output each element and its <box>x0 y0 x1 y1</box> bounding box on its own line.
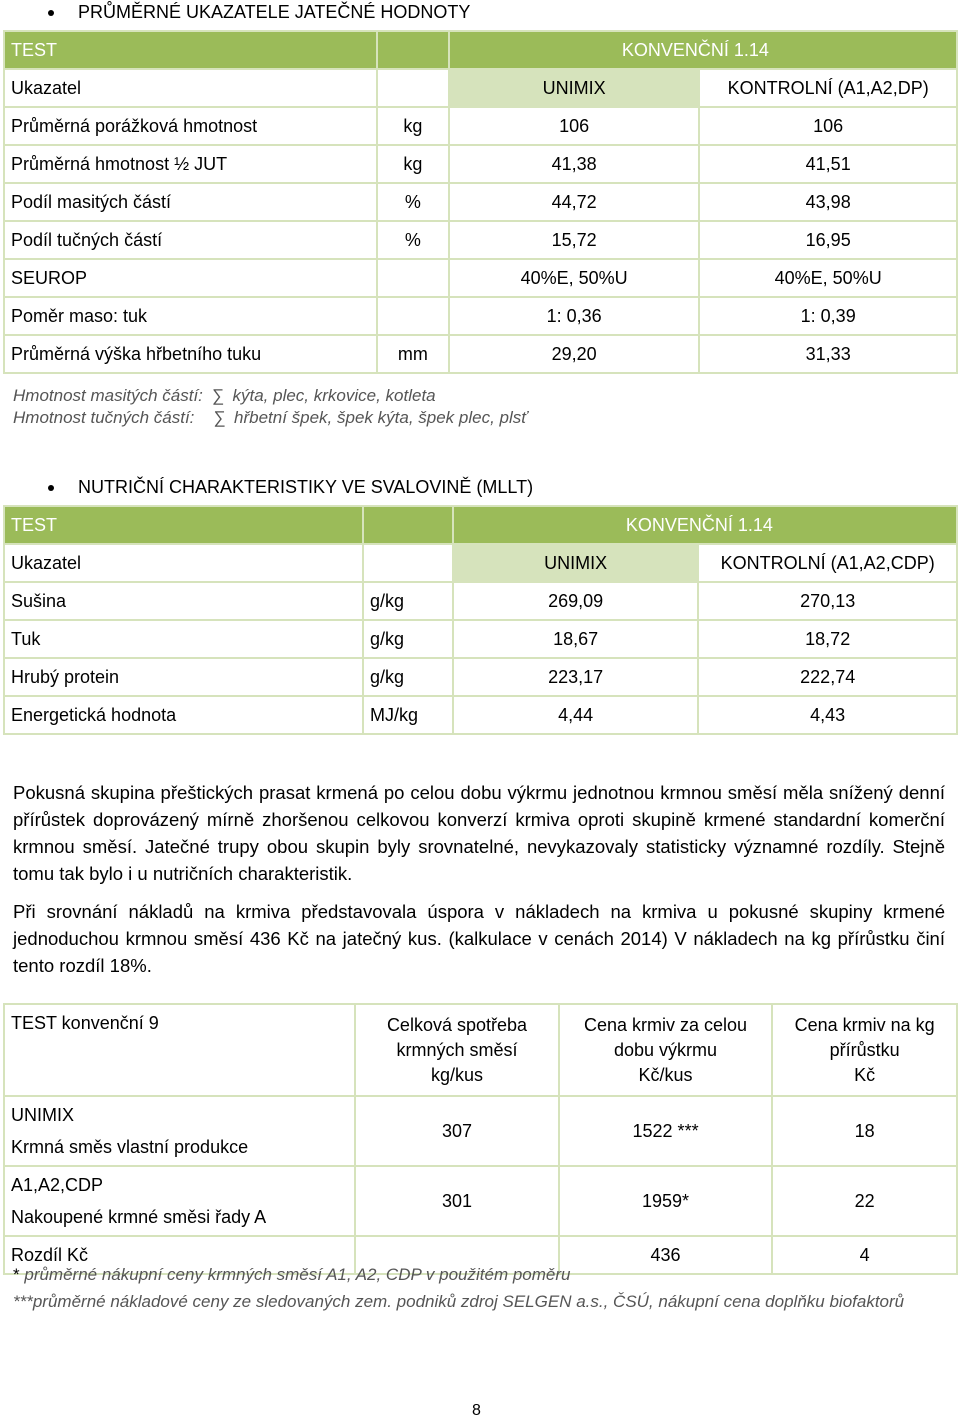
table-row: Hrubý protein g/kg 223,17 222,74 <box>4 658 957 696</box>
column-header-row <box>4 544 957 582</box>
section2-heading-text: NUTRIČNÍ CHARAKTERISTIKY VE SVALOVINĚ (MLLT) <box>78 477 534 497</box>
col-unimix: UNIMIX <box>453 544 699 582</box>
table-header-row <box>4 506 957 544</box>
section1-heading <box>48 2 470 23</box>
cost-test-label: TEST konvenční 9 <box>4 1004 355 1096</box>
column-header-row <box>4 69 957 107</box>
table-row: Energetická hodnota MJ/kg 4,44 4,43 <box>4 696 957 734</box>
sum-icon: ∑ <box>211 386 224 405</box>
col-control: KONTROLNÍ (A1,A2,DP) <box>699 69 957 107</box>
sum-icon: ∑ <box>213 408 226 427</box>
table-row: Poměr maso: tuk 1: 0,36 1: 0,39 <box>4 297 957 335</box>
nutrition-table <box>3 505 958 735</box>
footnote-purchase-prices: * průměrné nákupní ceny krmných směsí A1, A2, CDP v použitém poměru <box>13 1265 571 1284</box>
bullet-icon <box>48 10 54 16</box>
table-row: Tuk g/kg 18,67 18,72 <box>4 620 957 658</box>
table-row: Průměrná výška hřbetního tuku mm 29,20 31,33 <box>4 335 957 373</box>
carcass-table <box>3 30 958 374</box>
table-row: UNIMIX Krmná směs vlastní produkce 307 1522 *** 18 <box>4 1096 957 1166</box>
page-number: 8 <box>472 1402 481 1419</box>
table-row: Sušina g/kg 269,09 270,13 <box>4 582 957 620</box>
section2-heading <box>48 477 533 498</box>
difference-row: Rozdíl Kč 436 4 <box>4 1236 957 1274</box>
col-control: KONTROLNÍ (A1,A2,CDP) <box>698 544 957 582</box>
group-label: KONVENČNÍ 1.14 <box>453 506 957 544</box>
table-row: Průměrná hmotnost ½ JUT kg 41,38 41,51 <box>4 145 957 183</box>
bullet-icon <box>48 485 54 491</box>
cost-table <box>3 1003 958 1275</box>
table-row: Podíl tučných částí % 15,72 16,95 <box>4 221 957 259</box>
col-unimix: UNIMIX <box>449 69 700 107</box>
footnote-cost-prices: ***průměrné nákladové ceny ze sledovaných zem. podniků zdroj SELGEN a.s., ČSÚ, nákupní cena doplňku biofaktorů <box>13 1292 905 1311</box>
table-row: Průměrná porážková hmotnost kg 106 106 <box>4 107 957 145</box>
col-label: Ukazatel <box>4 69 377 107</box>
test-label: TEST <box>4 31 377 69</box>
paragraph-results: Pokusná skupina přeštických prasat krmená po celou dobu výkrmu jednotnou krmnou směsí měla snížený denní přírůstek doprovázený mírně zhoršenou celkovou konverzí krmiva oproti skupině krmené standardní komerční krmnou směsí. Jatečné trupy obou skupin byly srovnatelné, nevykazovaly statisticky významné rozdíly. Stejně tomu tak bylo i u nutričních charakteristik. <box>13 782 945 884</box>
table-row: Podíl masitých částí % 44,72 43,98 <box>4 183 957 221</box>
section1-heading-text: PRŮMĚRNÉ UKAZATELE JATEČNÉ HODNOTY <box>78 2 471 22</box>
note-meat-parts: Hmotnost masitých částí: ∑ kýta, plec, krkovice, kotleta <box>13 386 436 405</box>
table-row: SEUROP 40%E, 50%U 40%E, 50%U <box>4 259 957 297</box>
col-label: Ukazatel <box>4 544 363 582</box>
test-label: TEST <box>4 506 363 544</box>
col-cost-per-kg: Cena krmiv na kg přírůstku Kč <box>772 1004 957 1096</box>
col-total-consumption: Celková spotřeba krmných směsí kg/kus <box>355 1004 559 1096</box>
note-fat-parts: Hmotnost tučných částí: ∑ hřbetní špek, špek kýta, špek plec, plsť <box>13 408 528 427</box>
group-label: KONVENČNÍ 1.14 <box>449 31 957 69</box>
table-header-row <box>4 31 957 69</box>
table-row: A1,A2,CDP Nakoupené krmné směsi řady A 301 1959* 22 <box>4 1166 957 1236</box>
col-feed-cost: Cena krmiv za celou dobu výkrmu Kč/kus <box>559 1004 773 1096</box>
cost-header-row <box>4 1004 957 1096</box>
paragraph-costs: Při srovnání nákladů na krmiva představovala úspora v nákladech na krmiva u pokusné skupiny krmené jednoduchou krmnou směsí 436 Kč na jatečný kus. (kalkulace v cenách 2014) V nákladech na kg přírůstku činí tento rozdíl 18%. <box>13 901 945 976</box>
